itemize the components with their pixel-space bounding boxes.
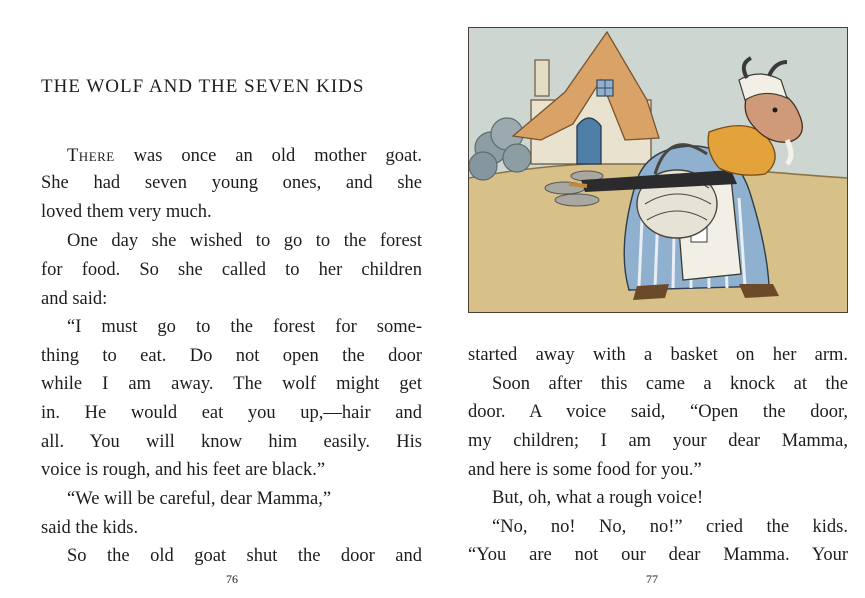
story-illustration [468,27,848,313]
page-number: 76 [226,572,238,586]
text-line: thing to eat. Do not open the door [41,346,422,366]
door-icon [577,118,601,164]
text-line: while I am away. The wolf might get [41,374,422,394]
text-line: loved them very much. [41,202,212,222]
text-line: started away with a basket on her arm. [468,345,848,365]
text-line: and here is some food for you.” [468,460,702,480]
text-line: She had seven young ones, and she [41,173,422,193]
text-line: “I must go to the forest for some- [67,317,422,337]
right-page [432,0,865,598]
text-line: voice is rough, and his feet are black.” [41,460,326,480]
text-line: But, oh, what a rough voice! [492,488,704,508]
text-line: in. He would eat you up,—hair and [41,403,422,423]
text-line: “You are not our dear Mamma. Your [468,545,848,565]
left-page [0,0,432,598]
text-line: door. A voice said, “Open the door, [468,402,848,422]
text-line: “No, no! No, no!” cried the kids. [492,517,848,537]
text-line: One day she wished to go to the forest [67,231,422,251]
text-line: all. You will know him easily. His [41,432,422,452]
text-line: said the kids. [41,518,139,538]
text-line: my children; I am your dear Mamma, [468,431,848,451]
text-line: Soon after this came a knock at the [492,374,848,394]
text-line: for food. So she called to her children [41,260,422,280]
text-line: “We will be careful, dear Mamma,” [67,489,332,509]
page-number: 77 [646,572,658,586]
text-line: So the old goat shut the door and [67,546,422,566]
text-line: There was once an old mother goat. [67,146,422,166]
small-caps-lead: There [67,146,115,166]
text-line: and said: [41,289,108,309]
story-title: THE WOLF AND THE SEVEN KIDS [41,76,365,97]
